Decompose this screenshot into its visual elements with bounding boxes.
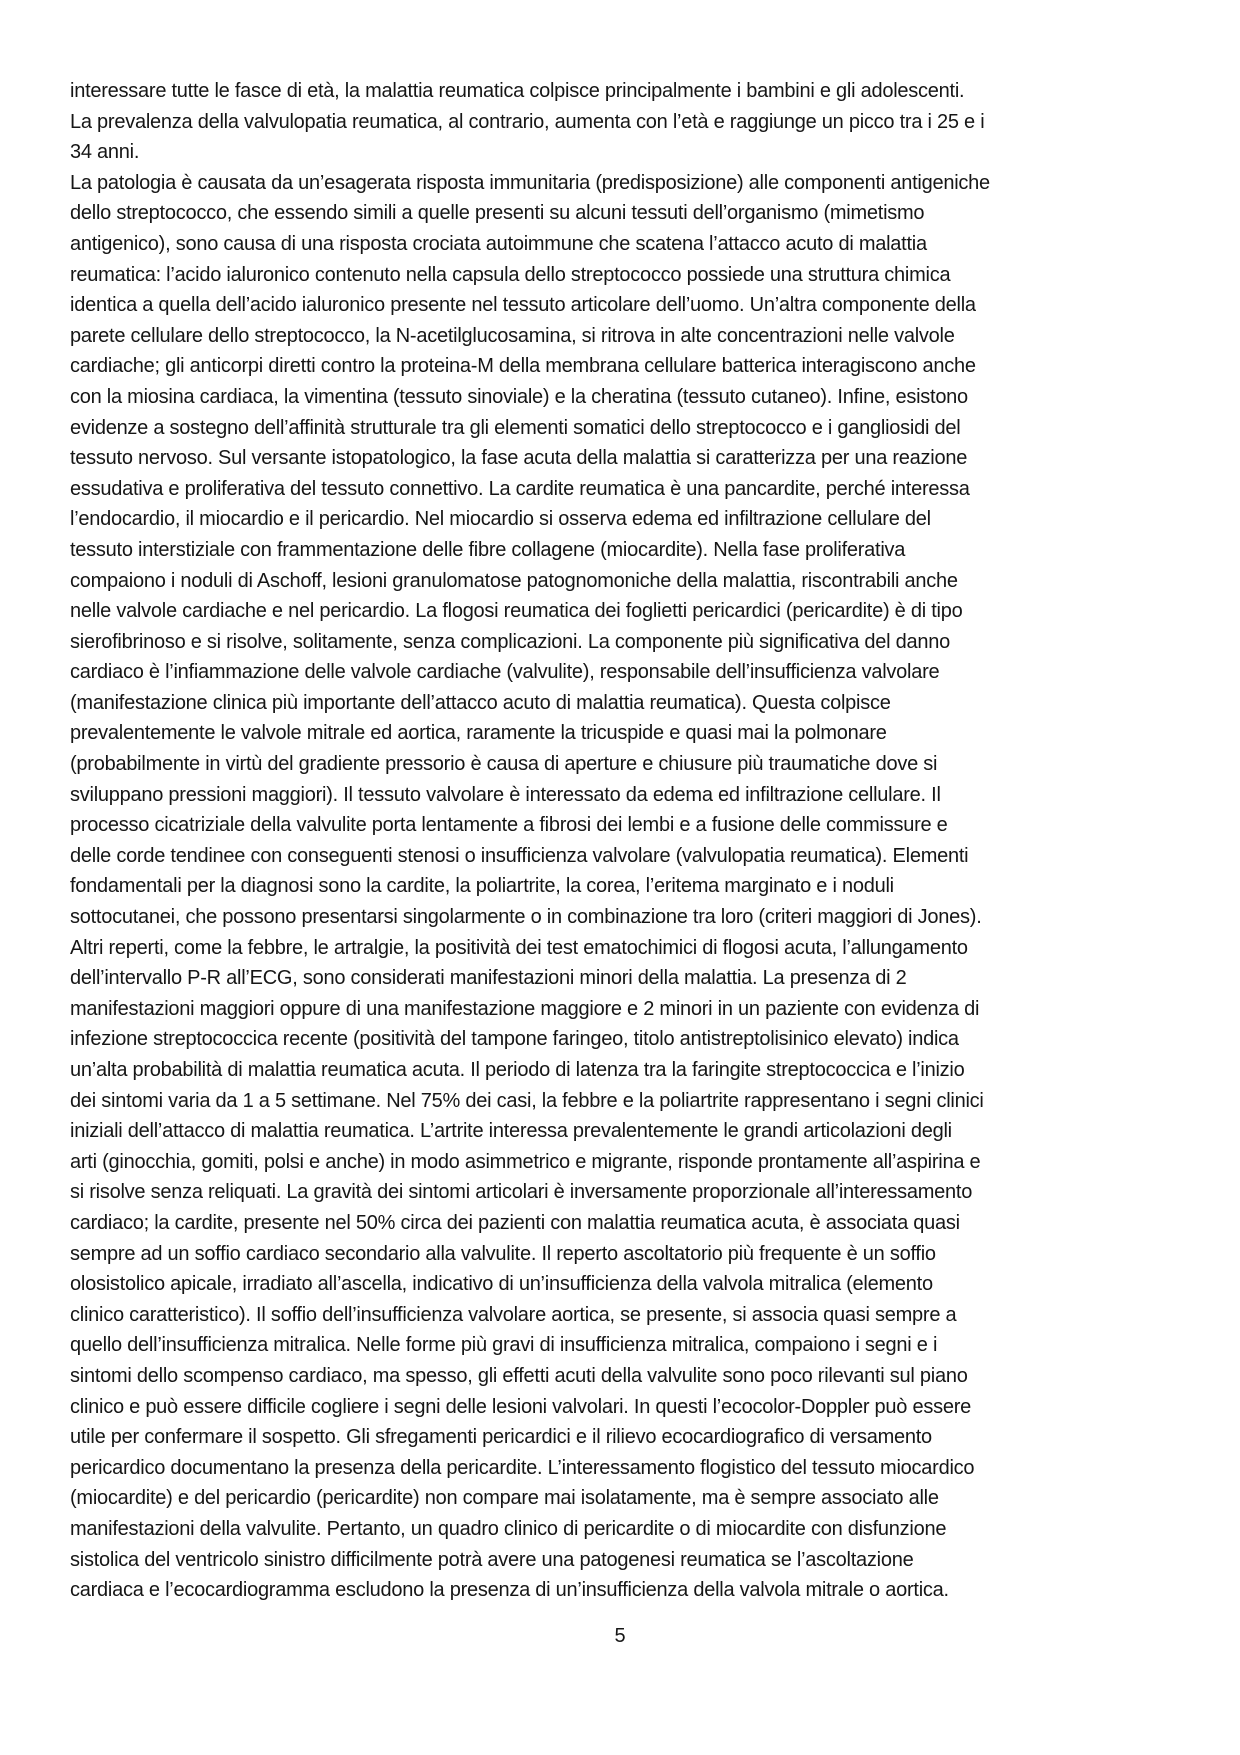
text-line: arti (ginocchia, gomiti, polsi e anche) in modo asimmetrico e migrante, risponde prontamente all’aspirina e [70,1150,981,1173]
text-line: olosistolico apicale, irradiato all’ascella, indicativo di un’insufficienza della valvola mitralica (elemento [70,1273,933,1296]
text-line: sistolica del ventricolo sinistro difficilmente potrà avere una patogenesi reumatica se l’ascoltazione [70,1548,914,1571]
text-line: essudativa e proliferativa del tessuto connettivo. La cardite reumatica è una pancardite, perché interessa [70,477,970,500]
text-line: La patologia è causata da un’esagerata risposta immunitaria (predisposizione) alle componenti antigeniche [70,171,990,194]
text-line: nelle valvole cardiache e nel pericardio. La flogosi reumatica dei foglietti pericardici (pericardite) è di tipo [70,600,963,623]
text-line: manifestazioni della valvulite. Pertanto, un quadro clinico di pericardite o di miocardite con disfunzione [70,1517,947,1540]
text-line: si risolve senza reliquati. La gravità dei sintomi articolari è inversamente proporzionale all’interessamento [70,1181,973,1204]
text-line: dell’intervallo P-R all’ECG, sono considerati manifestazioni minori della malattia. La presenza di 2 [70,967,907,990]
text-line: sottocutanei, che possono presentarsi singolarmente o in combinazione tra loro (criteri maggiori di Jones). [70,906,982,929]
text-line: con la miosina cardiaca, la vimentina (tessuto sinoviale) e la cheratina (tessuto cutaneo). Infine, esistono [70,385,968,408]
text-line: processo cicatriziale della valvulite porta lentamente a fibrosi dei lembi e a fusione delle commissure e [70,814,948,837]
text-line: clinico e può essere difficile cogliere i segni delle lesioni valvolari. In questi l’ecocolor-Doppler può essere [70,1395,972,1418]
text-line: delle corde tendinee con conseguenti stenosi o insufficienza valvolare (valvulopatia reumatica). Elementi [70,844,969,867]
text-line: prevalentemente le valvole mitrale ed aortica, raramente la tricuspide e quasi mai la polmonare [70,722,887,745]
text-line: sierofibrinoso e si risolve, solitamente, senza complicazioni. La componente più significativa del danno [70,630,951,653]
text-line: Altri reperti, come la febbre, le artralgie, la positività dei test ematochimici di flogosi acuta, l’allungamento [70,936,968,959]
text-line: reumatica: l’acido ialuronico contenuto nella capsula dello streptococco possiede una struttura chimica [70,263,951,286]
text-line: (miocardite) e del pericardio (pericardite) non compare mai isolatamente, ma è sempre associato alle [70,1487,939,1510]
text-line: evidenze a sostegno dell’affinità strutturale tra gli elementi somatici dello streptococco e i gangliosidi del [70,416,961,439]
text-line: cardiaco; la cardite, presente nel 50% circa dei pazienti con malattia reumatica acuta, è associata quasi [70,1211,960,1234]
text-line: sviluppano pressioni maggiori). Il tessuto valvolare è interessato da edema ed infiltrazione cellulare. Il [70,783,941,806]
text-line: tessuto nervoso. Sul versante istopatologico, la fase acuta della malattia si caratterizza per una reazione [70,447,968,470]
text-line: compaiono i noduli di Aschoff, lesioni granulomatose patognomoniche della malattia, riscontrabili anche [70,569,958,592]
text-line: cardiaco è l’infiammazione delle valvole cardiache (valvulite), responsabile dell’insufficienza valvolare [70,661,940,684]
text-line: cardiache; gli anticorpi diretti contro la proteina-M della membrana cellulare batterica interagiscono anche [70,355,976,378]
text-line: parete cellulare dello streptococco, la N-acetilglucosamina, si ritrova in alte concentrazioni nelle valvole [70,324,955,347]
text-line: tessuto interstiziale con frammentazione delle fibre collagene (miocardite). Nella fase proliferativa [70,538,906,561]
text-line: quello dell’insufficienza mitralica. Nelle forme più gravi di insufficienza mitralica, compaiono i segni e i [70,1334,938,1357]
text-line: un’alta probabilità di malattia reumatica acuta. Il periodo di latenza tra la faringite streptococcica e l’inizio [70,1059,965,1081]
page-number: 5 [614,1625,626,1647]
text-line: sempre ad un soffio cardiaco secondario alla valvulite. Il reperto ascoltatorio più frequente è un soffio [70,1242,936,1265]
body-text [70,76,1176,1606]
text-line: pericardico documentano la presenza della pericardite. L’interessamento flogistico del tessuto miocardico [70,1456,975,1479]
text-line: interessare tutte le fasce di età, la malattia reumatica colpisce principalmente i bambini e gli adolescenti. [70,80,965,102]
text-line: l’endocardio, il miocardio e il pericardio. Nel miocardio si osserva edema ed infiltrazione cellulare del [70,508,931,531]
text-line: clinico caratteristico). Il soffio dell’insufficienza valvolare aortica, se presente, si associa quasi sempre a [70,1303,957,1326]
text-line: fondamentali per la diagnosi sono la cardite, la poliartrite, la corea, l’eritema marginato e i noduli [70,875,894,898]
text-line: antigenico), sono causa di una risposta crociata autoimmune che scatena l’attacco acuto di malattia [70,232,927,255]
text-line: 34 anni. [70,141,140,164]
text-line: identica a quella dell’acido ialuronico presente nel tessuto articolare dell’uomo. Un’altra componente della [70,294,976,317]
text-line: (manifestazione clinica più importante dell’attacco acuto di malattia reumatica). Questa colpisce [70,691,891,714]
text-line: utile per confermare il sospetto. Gli sfregamenti pericardici e il rilievo ecocardiografico di versamento [70,1426,932,1449]
text-line: dello streptococco, che essendo simili a quelle presenti su alcuni tessuti dell’organismo (mimetismo [70,202,925,225]
text-line: (probabilmente in virtù del gradiente pressorio è causa di aperture e chiusure più traumatiche dove si [70,753,938,776]
text-line: La prevalenza della valvulopatia reumatica, al contrario, aumenta con l’età e raggiunge un picco tra i 25 e i [70,110,985,133]
text-line: iniziali dell’attacco di malattia reumatica. L’artrite interessa prevalentemente le grandi articolazioni degli [70,1120,952,1143]
text-line: cardiaca e l’ecocardiogramma escludono la presenza di un’insufficienza della valvola mitrale o aortica. [70,1579,949,1602]
text-line: dei sintomi varia da 1 a 5 settimane. Nel 75% dei casi, la febbre e la poliartrite rappresentano i segni clinici [70,1089,984,1112]
text-line: manifestazioni maggiori oppure di una manifestazione maggiore e 2 minori in un paziente con evidenza di [70,997,980,1020]
text-line: infezione streptococcica recente (positività del tampone faringeo, titolo antistreptolisinico elevato) indica [70,1028,959,1051]
text-line: sintomi dello scompenso cardiaco, ma spesso, gli effetti acuti della valvulite sono poco rilevanti sul piano [70,1364,968,1387]
